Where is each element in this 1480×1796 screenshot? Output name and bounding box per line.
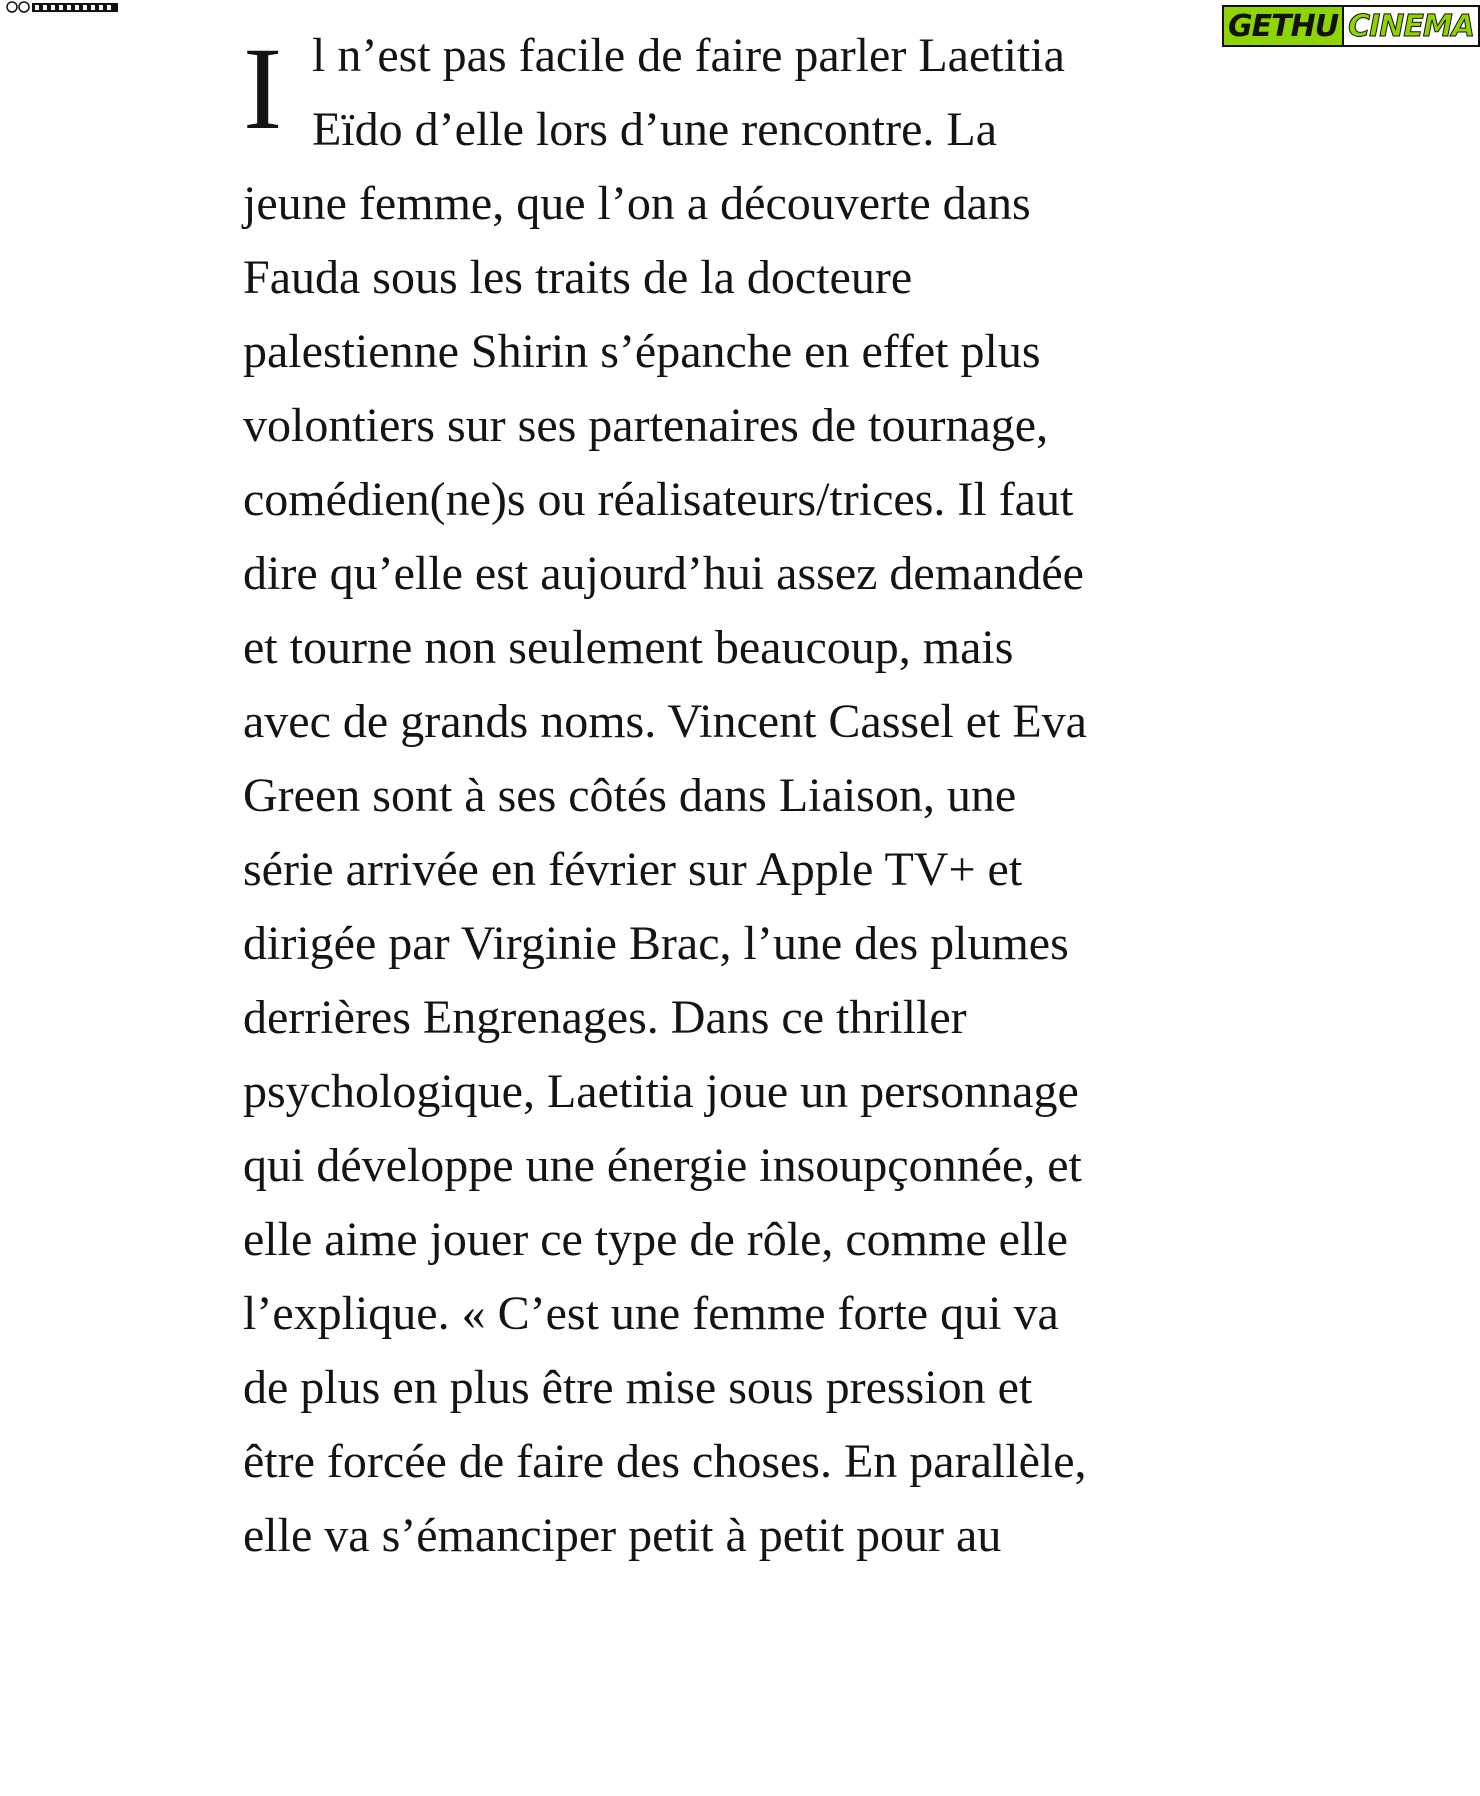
article-line: Fauda sous les traits de la docteure (243, 251, 913, 304)
article-line: Green sont à ses côtés dans Liaison, une (243, 769, 1017, 822)
article-line: derrières Engrenages. Dans ce thriller (243, 991, 967, 1044)
article-line: volontiers sur ses partenaires de tournage, (243, 399, 1049, 452)
article-line: dirigée par Virginie Brac, l’une des plumes (243, 917, 1069, 970)
article-line: psychologique, Laetitia joue un personnage (243, 1065, 1079, 1118)
logo-text-gethu: GETHU (1222, 5, 1344, 47)
article-line: palestienne Shirin s’épanche en effet plus (243, 325, 1041, 378)
watermark-logo (1222, 4, 1474, 48)
article-line: et tourne non seulement beaucoup, mais (243, 621, 1014, 674)
article-line: elle aime jouer ce type de rôle, comme elle (243, 1213, 1068, 1266)
logo-text-cinema: CINEMA (1344, 5, 1480, 47)
article-line: comédien(ne)s ou réalisateurs/trices. Il faut (243, 473, 1074, 526)
article-line: jeune femme, que l’on a découverte dans (243, 177, 1031, 230)
article-line: série arrivée en février sur Apple TV+ et (243, 843, 1023, 896)
article-line: dire qu’elle est aujourd’hui assez demandée (243, 547, 1084, 600)
article-line: elle va s’émanciper petit à petit pour au (243, 1509, 1002, 1562)
film-reel-icon (0, 0, 120, 14)
article-line: qui développe une énergie insoupçonnée, et (243, 1139, 1082, 1192)
article-line: être forcée de faire des choses. En parallèle, (243, 1435, 1087, 1488)
article-line: Eïdo d’elle lors d’une rencontre. La (312, 103, 998, 156)
article-line: avec de grands noms. Vincent Cassel et Eva (243, 695, 1087, 748)
drop-cap: I (243, 23, 283, 154)
article-line: l n’est pas facile de faire parler Laetitia (312, 29, 1065, 82)
article-line: de plus en plus être mise sous pression et (243, 1361, 1033, 1414)
article-line: l’explique. « C’est une femme forte qui va (243, 1287, 1059, 1340)
